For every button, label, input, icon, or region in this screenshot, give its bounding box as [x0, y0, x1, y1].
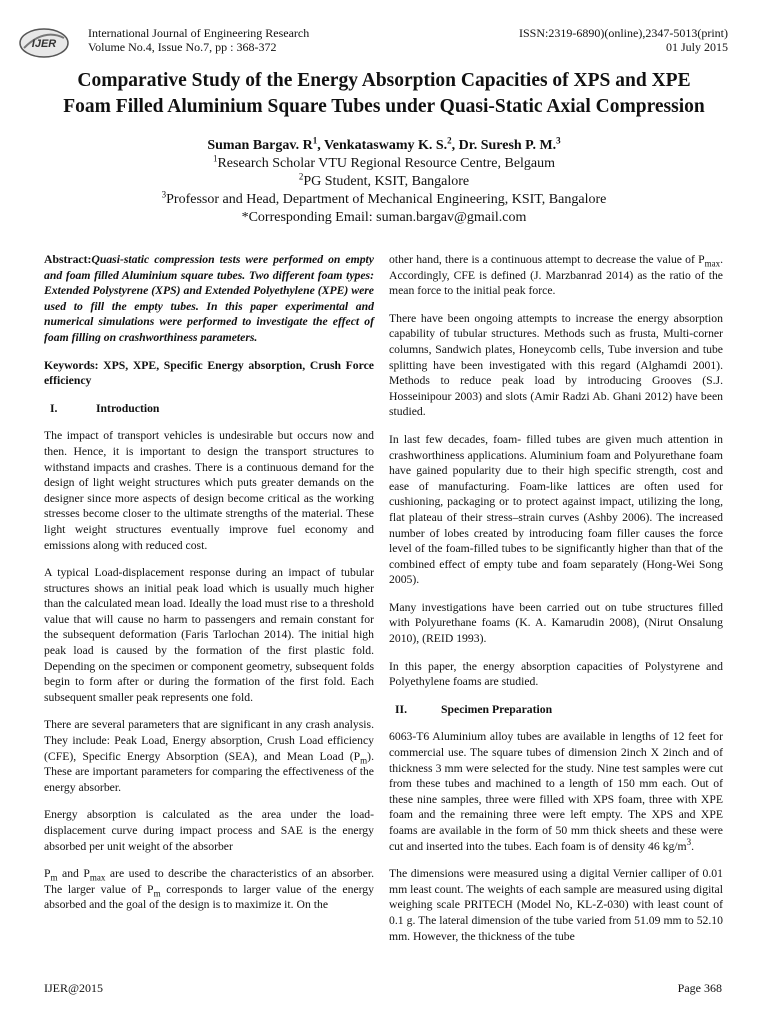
paragraph: There have been ongoing attempts to increase the energy absorption capability of tubular structures. Methods such as frusta, Multi-corner columns, Sandwich plates, Honeycomb cells, Tube inversion and tube splitting have been investigated with this regard (Alghamdi 2001). Methods to reduce peak load by introducing Grooves (S.J. Hosseinipour 2003) and slots (Amir Radzi Ab. Ghani 2012) have been studied.: [389, 311, 723, 419]
author-block: [0, 137, 768, 227]
issn-info: [519, 26, 728, 54]
paragraph: In this paper, the energy absorption capacities of Polystyrene and Polyethylene foams are studied.: [389, 659, 723, 689]
page-header: [18, 26, 728, 60]
paragraph: The dimensions were measured using a digital Vernier calliper of 0.01 mm least count. The weights of each sample are measured using digital weighing scale PRITECH (Model No, KL-Z-030) with least count of 0.1 g. The lateral dimension of the tube varied from 51.09 mm to 52.10 mm. However, the thickness of the tube: [389, 867, 723, 943]
page-number: Page 368: [677, 981, 722, 995]
corresponding-email: *Corresponding Email: suman.bargav@gmail.com: [241, 210, 527, 225]
paragraph: The impact of transport vehicles is undesirable but occurs now and then. Hence, it is important to design the transport structures to withstand impacts and crashes. There is a continuous demand for the design of light weight structures which puts greater demands on the designer since more aspects of design become critical as the working stresses become closer to the ultimate strengths of the material. These light weight structures eventually improve fuel economy and emissions along with reduced cost.: [44, 429, 374, 552]
paragraph: A typical Load-displacement response during an impact of tubular structures shows an initial peak load which is usually much higher than the calculated mean load. Ideally the load must rise to a threshold value that will cause no harm to passengers and remain constant for the subsequent deformation (Faris Tarlochan 2014). The initial high peak load is caused by the formation of the first plastic fold. Depending on the specimen or component geometry, subsequent folds begin to form after or during the formation of the first fold. Each subsequent smaller peak represents one fold.: [44, 566, 374, 704]
issn: ISSN:2319-6890)(online),2347-5013(print): [519, 26, 728, 40]
affiliation-2: $^2$PG Student, KSIT, Bangalore: [298, 171, 470, 189]
journal-volume: Volume No.4, Issue No.7, pp : 368-372: [88, 40, 277, 54]
paragraph: Many investigations have been carried out on tube structures filled with Polyurethane foams (K. A. Kamarudin 2008), (Nirut Onsalung 2010), (REID 1993).: [389, 600, 723, 646]
paragraph: There are several parameters that are significant in any crash analysis. They include: Peak Load, Energy absorption, Crush Load efficiency (CFE), Specific Energy Absorption (SEA), and Mean Load $(P_m)$. These are important parameters for comparing the effectiveness of the energy absorber.: [44, 718, 374, 794]
paragraph: other hand, there is a continuous attempt to decrease the value of $P_{max}$. Accordingly, CFE is defined (J. Marzbanrad 2014) as the ratio of the mean force to the initial peak force.: [389, 253, 723, 298]
title-line-1: Comparative Study of the Energy Absorption Capacities of XPS and XPE: [77, 70, 691, 91]
affiliation-1: $^1$Research Scholar VTU Regional Resource Centre, Belgaum: [212, 153, 556, 171]
journal-name: International Journal of Engineering Research: [88, 26, 310, 40]
publication-date: 01 July 2015: [665, 40, 728, 54]
paragraph: In last few decades, foam- filled tubes are given much attention in crashworthiness applications. Aluminium foam and Polyurethane foam have gained popularity due to their high specific strength, cost and ease of manufacturing. Foam-like lattices are often used for cushioning, packaging or to protect against impact, utilizing the long, flat plateau of their stress–strain curves (Ashby 2006). The increased number of lobes created by introducing foam filler causes the force level of the foam-filled tubes to be significantly higher than that of the combined effect of empty tube and foam separately (Hong-Wei Song 2005).: [389, 432, 723, 587]
paragraph: $P_m$ and $P_{max}$ are used to describe the characteristics of an absorber. The larger value of $P_m$ corresponds to larger value of the energy absorbed and the goal of the design is to maximize it. On the: [44, 867, 374, 912]
section-heading-introduction: I. Introduction: [50, 401, 160, 415]
right-column: [389, 252, 723, 956]
paragraph: Energy absorption is calculated as the area under the load-displacement curve during impact process and SAE is the energy absorbed per unit weight of the absorber: [44, 808, 374, 853]
keywords: Keywords: XPS, XPE, Specific Energy absorption, Crush Force efficiency: [44, 358, 374, 388]
logo-text: IJER: [31, 38, 57, 50]
left-column: [44, 252, 374, 925]
affiliation-3: $^3$Professor and Head, Department of Mechanical Engineering, KSIT, Bangalore: [161, 189, 607, 207]
section-heading-specimen-preparation: II. Specimen Preparation: [395, 702, 553, 716]
title-line-2: Foam Filled Aluminium Square Tubes under Quasi-Static Axial Compression: [63, 96, 705, 117]
paper-title: [30, 68, 738, 120]
journal-info: [88, 26, 309, 54]
journal-logo-icon: [18, 26, 70, 60]
paragraph: 6063-T6 Aluminium alloy tubes are available in lengths of 12 feet for commercial use. The square tubes of dimension 2inch X 2inch and of thickness 3 mm were selected for the study. Nine test samples were cut from these tubes and machined to a length of 150 mm each. Out of these nine samples, three were filled with XPS foam, three with XPE foam and the remaining three were left empty. The XPS and XPE foams are available in the form of 50 mm thick sheets and these were cut and inserted into the tubes. Each foam is of density 46 $kg/m^3$.: [389, 730, 723, 853]
footer-copyright: IJER@2015: [44, 981, 104, 995]
author-names: Suman Bargav. $R^1$, Venkataswamy K. S.$^2$, Dr. Suresh P. M.$^3$: [207, 135, 561, 153]
abstract: Abstract:Quasi-static compression tests were performed on empty and foam filled Aluminium square tubes. Two different foam types: Extended Polystyrene (XPS) and Extended Polyethylene (XPE) were used to fill the empty tubes. In this paper experimental and numerical simulations were performed to investigate the effect of foam filling on crashworthiness parameters.: [44, 253, 374, 344]
